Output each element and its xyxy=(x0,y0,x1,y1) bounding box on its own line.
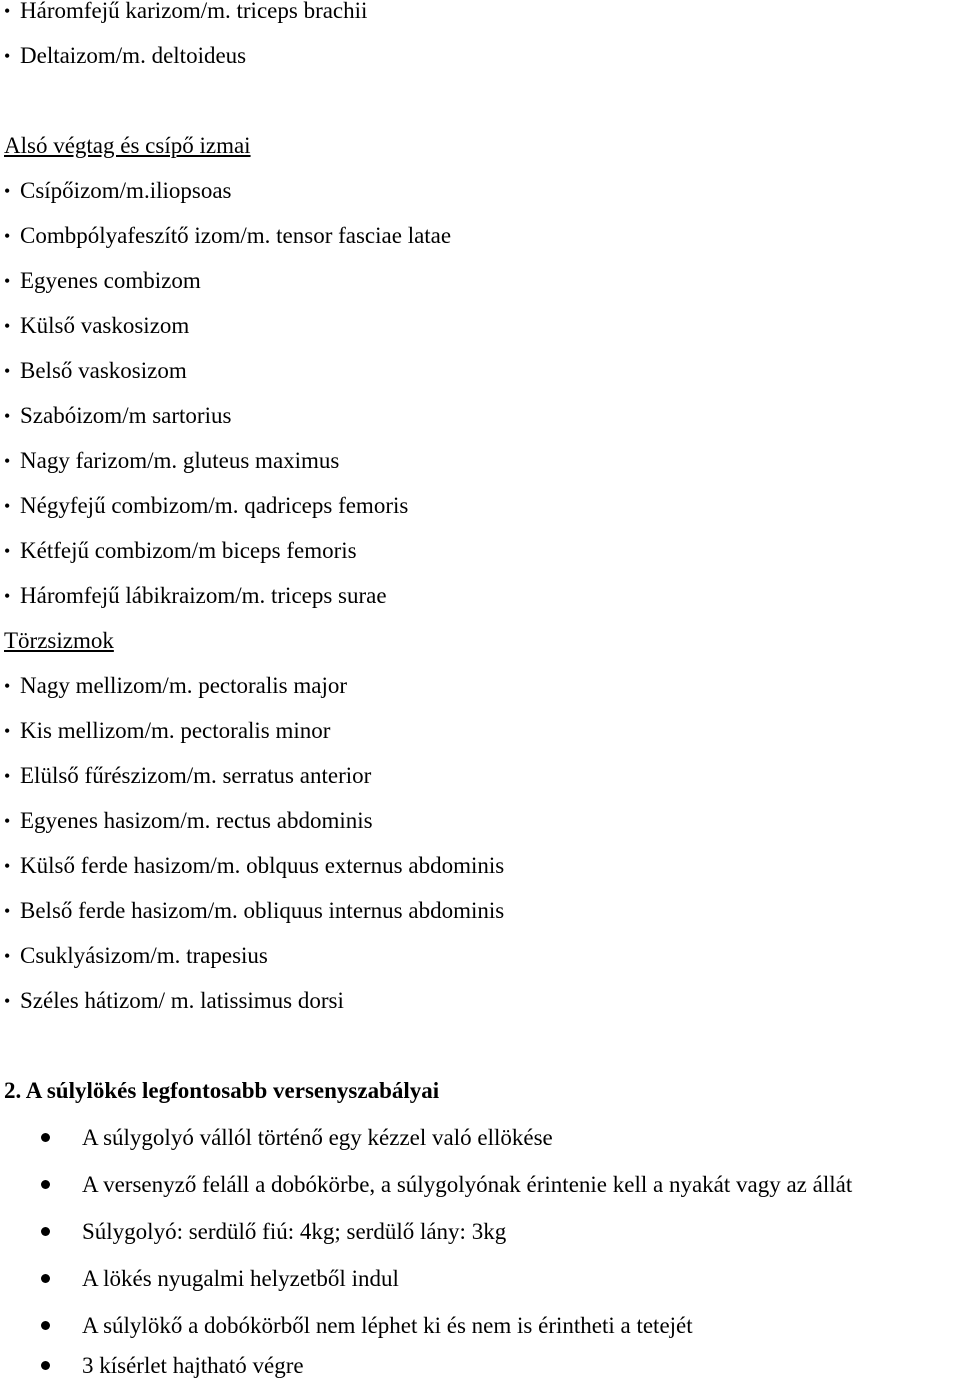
list-item-text: Külső ferde hasizom/m. oblquus externus abdominis xyxy=(20,853,505,878)
bullet-icon xyxy=(41,1227,50,1236)
list-item-text: Csípőizom/m.iliopsoas xyxy=(20,178,232,203)
rule-item-text: A súlygolyó vállól történő egy kézzel való ellökése xyxy=(82,1125,553,1150)
list-item-text: Kis mellizom/m. pectoralis minor xyxy=(20,718,331,743)
bullet-icon: • xyxy=(4,226,11,246)
list-item-text: Nagy mellizom/m. pectoralis major xyxy=(20,673,348,698)
bullet-icon: • xyxy=(4,496,11,516)
bullet-icon: • xyxy=(4,1,11,21)
list-item-text: Háromfejű lábikraizom/m. triceps surae xyxy=(20,583,387,608)
section-heading-trunk: Törzsizmok xyxy=(4,628,114,653)
bullet-icon: • xyxy=(4,271,11,291)
bullet-icon: • xyxy=(4,991,11,1011)
list-item-text: Egyenes hasizom/m. rectus abdominis xyxy=(20,808,373,833)
list-item-text: Belső ferde hasizom/m. obliquus internus abdominis xyxy=(20,898,505,923)
bullet-icon: • xyxy=(4,721,11,741)
rule-item-text: 3 kísérlet hajtható végre xyxy=(82,1353,304,1378)
bullet-icon: • xyxy=(4,361,11,381)
bullet-icon: • xyxy=(4,316,11,336)
bullet-icon: • xyxy=(4,901,11,921)
bullet-icon xyxy=(41,1180,50,1189)
bullet-icon: • xyxy=(4,586,11,606)
list-item-text: Szabóizom/m sartorius xyxy=(20,403,232,428)
list-item-text: Elülső fűrészizom/m. serratus anterior xyxy=(20,763,372,788)
bullet-icon: • xyxy=(4,676,11,696)
bullet-icon: • xyxy=(4,406,11,426)
bullet-icon xyxy=(41,1321,50,1330)
bullet-icon: • xyxy=(4,766,11,786)
bullet-icon xyxy=(41,1274,50,1283)
bullet-icon: • xyxy=(4,946,11,966)
list-item-text: Egyenes combizom xyxy=(20,268,201,293)
list-item-text: Kétfejű combizom/m biceps femoris xyxy=(20,538,357,563)
list-item-text: Belső vaskosizom xyxy=(20,358,187,383)
rule-item-text: A versenyző feláll a dobókörbe, a súlygolyónak érintenie kell a nyakát vagy az állát xyxy=(82,1172,853,1197)
bullet-icon: • xyxy=(4,451,11,471)
bullet-icon: • xyxy=(4,46,11,66)
list-item-text: Háromfejű karizom/m. triceps brachii xyxy=(20,0,368,23)
bullet-icon xyxy=(41,1361,50,1370)
list-item-text: Deltaizom/m. deltoideus xyxy=(20,43,247,68)
list-item-text: Négyfejű combizom/m. qadriceps femoris xyxy=(20,493,409,518)
bullet-icon: • xyxy=(4,811,11,831)
bullet-icon: • xyxy=(4,856,11,876)
section-2-title: 2. A súlylökés legfontosabb versenyszabályai xyxy=(4,1078,440,1103)
list-item-text: Külső vaskosizom xyxy=(20,313,190,338)
section-heading-lower-limb: Alsó végtag és csípő izmai xyxy=(4,133,251,158)
bullet-icon xyxy=(41,1133,50,1142)
rule-item-text: Súlygolyó: serdülő fiú: 4kg; serdülő lány: 3kg xyxy=(82,1219,507,1244)
list-item-text: Csuklyásizom/m. trapesius xyxy=(20,943,268,968)
rule-item-text: A súlylökő a dobókörből nem léphet ki és nem is érintheti a tetejét xyxy=(82,1313,693,1338)
bullet-icon: • xyxy=(4,181,11,201)
list-item-text: Combpólyafeszítő izom/m. tensor fasciae latae xyxy=(20,223,452,248)
list-item-text: Széles hátizom/ m. latissimus dorsi xyxy=(20,988,344,1013)
rule-item-text: A lökés nyugalmi helyzetből indul xyxy=(82,1266,399,1291)
bullet-icon: • xyxy=(4,541,11,561)
list-item-text: Nagy farizom/m. gluteus maximus xyxy=(20,448,340,473)
